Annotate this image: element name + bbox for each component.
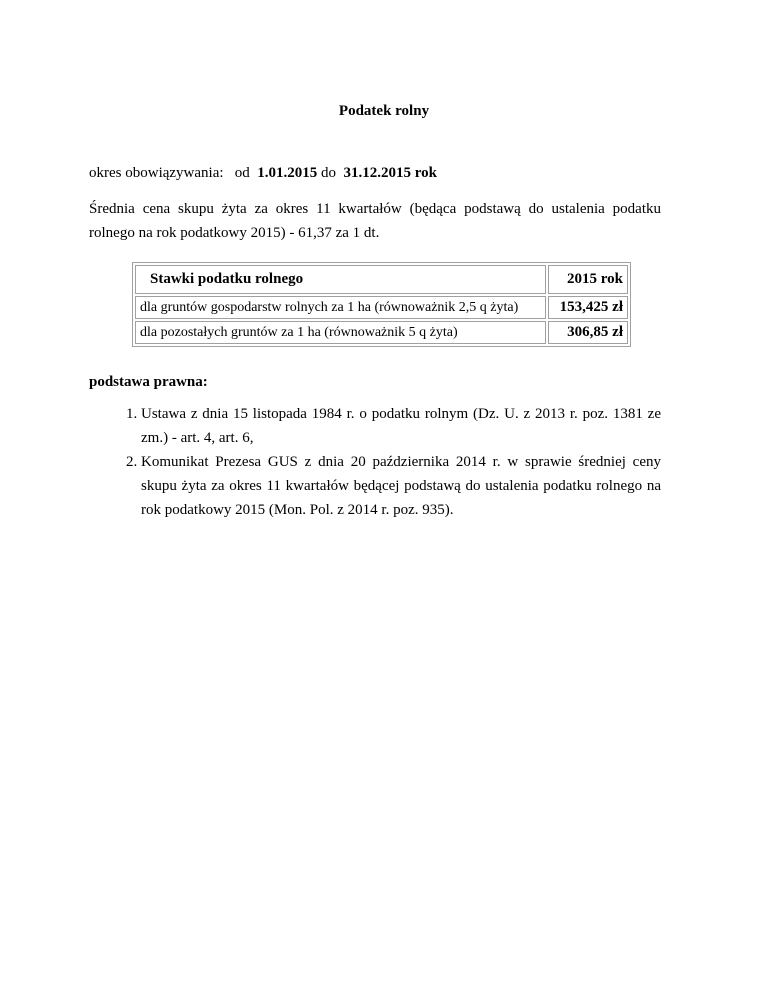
period-from-date: 1.01.2015	[257, 165, 318, 181]
row-value: 153,425 zł	[548, 296, 628, 319]
table-header-year: 2015 rok	[548, 265, 628, 294]
period-label: okres obowiązywania:	[89, 165, 224, 181]
legal-basis-list	[89, 402, 661, 522]
tax-rates-table	[132, 262, 631, 347]
row-value: 306,85 zł	[548, 321, 628, 344]
row-label: dla pozostałych gruntów za 1 ha (równoważnik 5 q żyta)	[135, 321, 546, 344]
list-item: 2. Komunikat Prezesa GUS z dnia 20 października 2014 r. w sprawie średniej ceny skupu żyta za okres 11 kwartałów będącej podstawą do ustalenia podatku rolnego na rok podatkowy 2015 (Mon. Pol. z 2014 r. poz. 935).	[141, 450, 661, 522]
table-row	[135, 321, 628, 344]
period-from-word: od	[234, 165, 250, 181]
intro-paragraph: Średnia cena skupu żyta za okres 11 kwartałów (będąca podstawą do ustalenia podatku rolnego na rok podatkowy 2015) - 61,37 za 1 dt.	[89, 201, 661, 241]
list-item: 1. Ustawa z dnia 15 listopada 1984 r. o podatku rolnym (Dz. U. z 2013 r. poz. 1381 ze zm.) - art. 4, art. 6,	[141, 402, 661, 450]
period-to-date: 31.12.2015 rok	[343, 165, 438, 181]
legal-basis-heading: podstawa prawna:	[89, 374, 208, 390]
validity-period	[89, 165, 437, 182]
row-label: dla gruntów gospodarstw rolnych za 1 ha (równoważnik 2,5 q żyta)	[135, 296, 546, 319]
document-title: Podatek rolny	[338, 103, 430, 119]
table-header-rates: Stawki podatku rolnego	[135, 265, 546, 294]
period-to-word: do	[321, 165, 337, 181]
table-row	[135, 296, 628, 319]
table-header-row	[135, 265, 628, 294]
